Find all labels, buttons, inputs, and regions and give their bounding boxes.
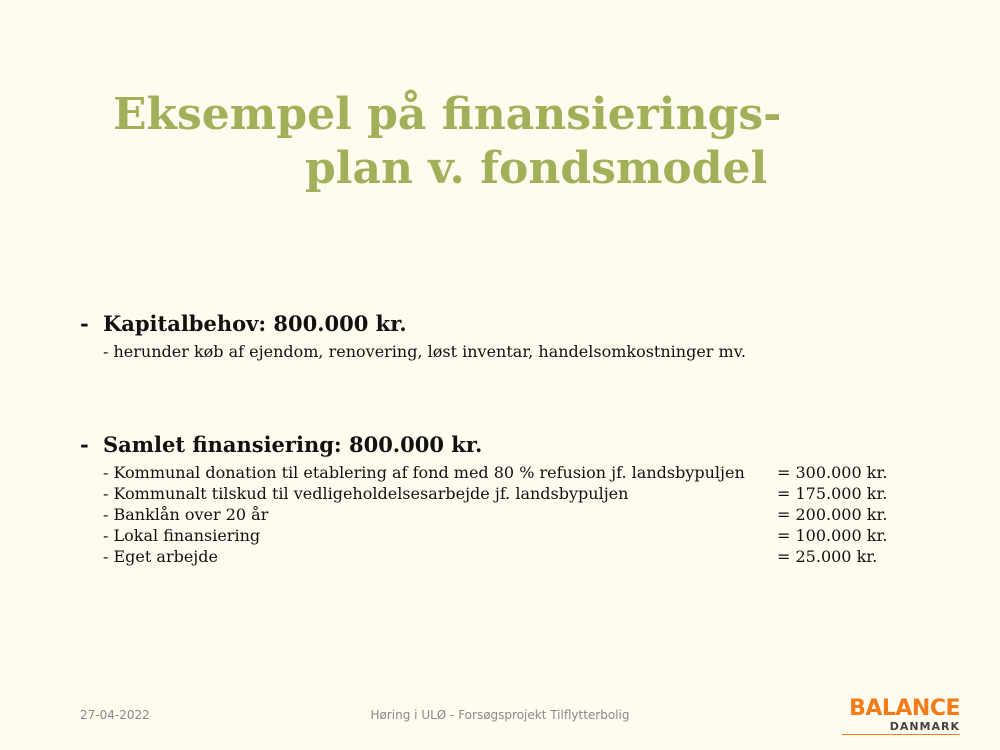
- item-text: - herunder køb af ejendom, renovering, løst inventar, handelsomkostninger mv.: [103, 342, 746, 361]
- section-heading: Kapitalbehov: 800.000 kr.: [103, 311, 407, 336]
- section-samlet-finansiering: [80, 432, 940, 567]
- item-text: - Eget arbejde: [103, 547, 218, 566]
- item-amount: = 200.000 kr.: [777, 505, 888, 524]
- footer-center-text: Høring i ULØ - Forsøgsprojekt Tilflytterbolig: [370, 708, 630, 722]
- footer-date: 27-04-2022: [80, 708, 150, 722]
- item-text: - Kommunal donation til etablering af fond med 80 % refusion jf. landsbypuljen: [103, 463, 745, 482]
- section-heading: Samlet finansiering: 800.000 kr.: [103, 432, 483, 457]
- item-amount: = 175.000 kr.: [777, 484, 888, 503]
- logo-main-text: BALANCE: [849, 696, 960, 721]
- bullet-dash: -: [80, 311, 89, 336]
- list-item: [80, 341, 940, 362]
- balance-danmark-logo: [842, 697, 960, 735]
- logo-sub-text: DANMARK: [889, 720, 960, 733]
- item-amount: = 300.000 kr.: [777, 463, 888, 482]
- logo-underline: [842, 734, 960, 735]
- item-amount: = 25.000 kr.: [777, 547, 878, 566]
- list-item: [80, 483, 940, 504]
- bullet-dash: -: [80, 432, 89, 457]
- list-item: [80, 504, 940, 525]
- list-item: [80, 546, 940, 567]
- item-text: - Lokal finansiering: [103, 526, 261, 545]
- list-item: [80, 462, 940, 483]
- item-text: - Kommunalt tilskud til vedligeholdelsesarbejde jf. landsbypuljen: [103, 484, 629, 503]
- slide-title-line-1: Eksempel på finansierings-: [113, 89, 782, 140]
- list-item: [80, 525, 940, 546]
- section-kapitalbehov: [80, 311, 940, 362]
- slide-title-line-2: plan v. fondsmodel: [305, 143, 768, 194]
- item-amount: = 100.000 kr.: [777, 526, 888, 545]
- item-text: - Banklån over 20 år: [103, 505, 269, 524]
